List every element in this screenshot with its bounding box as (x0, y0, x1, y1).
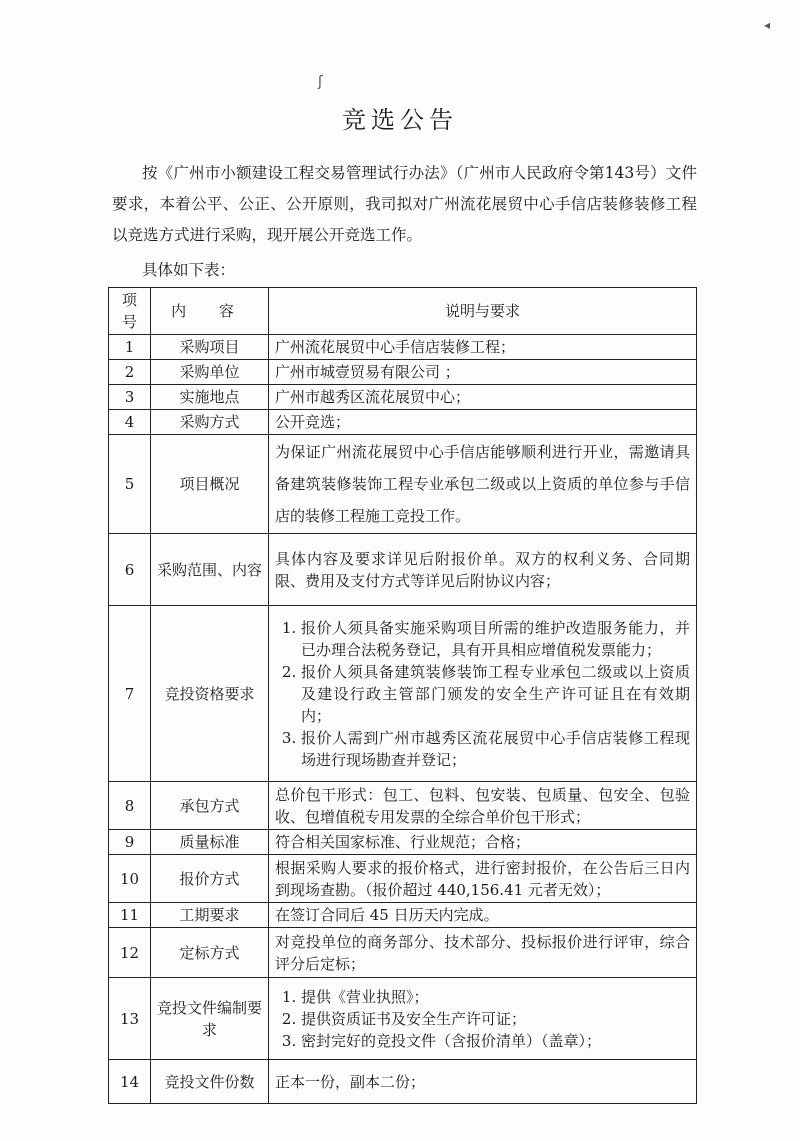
table-row (109, 978, 697, 1060)
document-requirements-list (275, 986, 690, 1052)
header-num: 项号 (109, 288, 151, 335)
row-item: 项目概况 (151, 435, 269, 534)
table-row (109, 903, 697, 928)
table-header-row (109, 288, 697, 335)
row-desc-list (269, 606, 697, 782)
header-desc: 说明与要求 (269, 288, 697, 335)
table-row (109, 360, 697, 385)
row-num: 14 (109, 1060, 151, 1104)
row-item: 报价方式 (151, 855, 269, 903)
row-item: 实施地点 (151, 385, 269, 410)
table-row (109, 435, 697, 534)
row-desc: 根据采购人要求的报价格式，进行密封报价，在公告后三日内到现场查勘。（报价超过 440,156.41 元者无效）； (269, 855, 697, 903)
row-num: 1 (109, 335, 151, 360)
list-item: 2. 提供资质证书及安全生产许可证； (301, 1008, 690, 1030)
row-desc: 对竞投单位的商务部分、技术部分、投标报价进行评审，综合评分后定标； (269, 928, 697, 978)
row-desc: 符合相关国家标准、行业规范；合格； (269, 830, 697, 855)
page-title: 竞选公告 (342, 106, 458, 134)
row-num: 5 (109, 435, 151, 534)
row-num: 7 (109, 606, 151, 782)
row-desc: 为保证广州流花展贸中心手信店能够顺利进行开业，需邀请具备建筑装修装饰工程专业承包二级或以上资质的单位参与手信店的装修工程施工竞投工作。 (269, 435, 697, 534)
row-desc: 广州市越秀区流花展贸中心； (269, 385, 697, 410)
row-item: 采购范围、内容 (151, 534, 269, 606)
procurement-table (108, 287, 697, 1104)
list-item: 2. 报价人须具备建筑装修装饰工程专业承包二级或以上资质及建设行政主管部门颁发的安全生产许可证且在有效期内； (301, 661, 690, 727)
row-item: 竞投资格要求 (151, 606, 269, 782)
row-desc: 广州流花展贸中心手信店装修工程； (269, 335, 697, 360)
row-item: 竞投文件份数 (151, 1060, 269, 1104)
list-item: 3. 密封完好的竞投文件（含报价清单）（盖章）； (301, 1030, 690, 1052)
row-item: 承包方式 (151, 782, 269, 830)
table-row (109, 855, 697, 903)
scan-mark: ◂ (764, 18, 771, 32)
row-num: 12 (109, 928, 151, 978)
table-row (109, 928, 697, 978)
row-num: 6 (109, 534, 151, 606)
table-row (109, 534, 697, 606)
row-num: 10 (109, 855, 151, 903)
row-desc: 总价包干形式：包工、包料、包安装、包质量、包安全、包验收、包增值税专用发票的全综合单价包干形式； (269, 782, 697, 830)
row-item: 工期要求 (151, 903, 269, 928)
row-desc: 具体内容及要求详见后附报价单。双方的权利义务、合同期限、费用及支付方式等详见后附协议内容； (269, 534, 697, 606)
table-row (109, 830, 697, 855)
table-intro: 具体如下表： (142, 261, 236, 279)
row-desc: 在签订合同后 45 日历天内完成。 (269, 903, 697, 928)
row-num: 3 (109, 385, 151, 410)
table-row (109, 335, 697, 360)
header-item: 内 容 (151, 288, 269, 335)
row-item: 质量标准 (151, 830, 269, 855)
list-item: 1. 报价人须具备实施采购项目所需的维护改造服务能力，并已办理合法税务登记，具有开具相应增值税发票能力； (301, 617, 690, 661)
row-item: 竞投文件编制要求 (151, 978, 269, 1060)
row-desc: 公开竞选； (269, 410, 697, 435)
row-num: 9 (109, 830, 151, 855)
row-item: 定标方式 (151, 928, 269, 978)
table-row (109, 1060, 697, 1104)
row-num: 4 (109, 410, 151, 435)
row-num: 8 (109, 782, 151, 830)
row-item: 采购单位 (151, 360, 269, 385)
list-item: 3. 报价人需到广州市越秀区流花展贸中心手信店装修工程现场进行现场勘查并登记； (301, 727, 690, 771)
table-row (109, 606, 697, 782)
table-row (109, 782, 697, 830)
intro-paragraph: 按《广州市小额建设工程交易管理试行办法》（广州市人民政府令第143号）文件要求，本着公平、公正、公开原则，我司拟对广州流花展贸中心手信店装修装修工程以竞选方式进行采购，现开展公开竞选工作。 (112, 164, 697, 244)
table-row (109, 385, 697, 410)
row-desc: 正本一份，副本二份； (269, 1060, 697, 1104)
row-item: 采购方式 (151, 410, 269, 435)
scan-mark: ʃ (318, 74, 323, 90)
row-desc-list (269, 978, 697, 1060)
row-desc: 广州市城壹贸易有限公司 ； (269, 360, 697, 385)
row-num: 11 (109, 903, 151, 928)
row-item: 采购项目 (151, 335, 269, 360)
table-row (109, 410, 697, 435)
row-num: 13 (109, 978, 151, 1060)
qualification-list (275, 617, 690, 771)
list-item: 1. 提供《营业执照》； (301, 986, 690, 1008)
row-num: 2 (109, 360, 151, 385)
